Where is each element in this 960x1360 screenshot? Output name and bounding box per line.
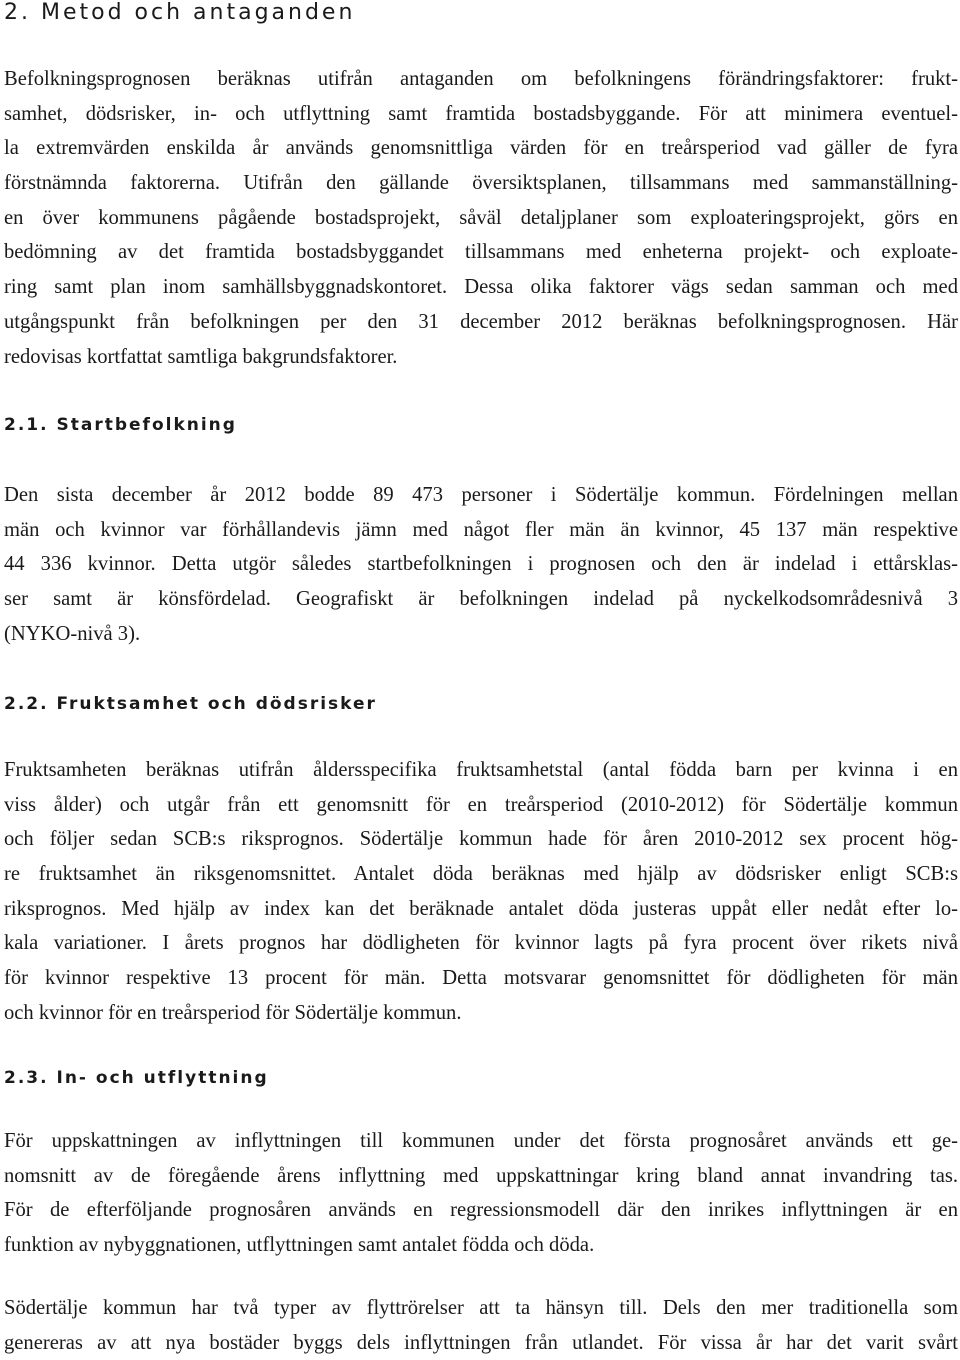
subsection-heading-startbefolkning: 2.1. Startbefolkning (4, 415, 237, 435)
subsection-heading-fruktsamhet: 2.2. Fruktsamhet och dödsrisker (4, 694, 377, 714)
text-line: För uppskattningen av inflyttningen till kommunen under det första prognosåret används ett ge- (4, 1130, 958, 1152)
text-line: ser samt är könsfördelad. Geografiskt är befolkningen indelad på nyckelkodsområdesnivå 3 (4, 588, 958, 611)
text-line: och kvinnor för en treårsperiod för Södertälje kommun. (4, 1001, 462, 1024)
text-line: 44 336 kvinnor. Detta utgör således startbefolkningen i prognosen och den är indelad i ettårsklas- (4, 553, 958, 576)
text-line: män och kvinnor var förhållandevis jämn med något fler män än kvinnor, 45 137 män respektive (4, 518, 958, 541)
text-line: Den sista december år 2012 bodde 89 473 personer i Södertälje kommun. Fördelningen mellan (4, 484, 958, 506)
text-line: en över kommunens pågående bostadsprojekt, såväl detaljplaner som exploateringsprojekt, görs en (4, 206, 958, 229)
text-line: förstnämnda faktorerna. Utifrån den gällande översiktsplanen, tillsammans med sammanställning- (4, 172, 958, 195)
text-line: ring samt plan inom samhällsbyggnadskontoret. Dessa olika faktorer vägs sedan samman och med (4, 276, 958, 299)
flyttning-paragraph-2 (4, 1291, 958, 1360)
text-line: la extremvärden enskilda år används genomsnittliga värden för en treårsperiod vad gäller de fyra (4, 137, 958, 160)
intro-paragraph (4, 62, 958, 374)
text-line: riksprognos. Med hjälp av index kan det beräknade antalet döda justeras uppåt eller nedåt efter lo- (4, 897, 958, 920)
text-line: Befolkningsprognosen beräknas utifrån antaganden om befolkningens förändringsfaktorer: frukt- (4, 68, 958, 90)
text-line: samhet, dödsrisker, in- och utflyttning samt framtida bostadsbyggande. För att minimera eventuel- (4, 102, 958, 125)
subsection-heading-flyttning: 2.3. In- och utflyttning (4, 1068, 269, 1088)
startbefolkning-paragraph (4, 478, 958, 651)
flyttning-paragraph (4, 1124, 958, 1263)
text-line: För de efterföljande prognosåren används en regressionsmodell där den inrikes inflyttningen är en (4, 1199, 958, 1222)
text-line: bedömning av det framtida bostadsbyggandet tillsammans med enheterna projekt- och exploate- (4, 241, 958, 264)
text-line: utgångspunkt från befolkningen per den 31 december 2012 beräknas befolkningsprognosen. Här (4, 310, 958, 333)
text-line: genereras av att nya bostäder byggs dels inflyttningen från utlandet. För vissa år har det varit svårt (4, 1331, 958, 1354)
text-line: redovisas kortfattat samtliga bakgrundsfaktorer. (4, 345, 398, 368)
section-heading: 2. Metod och antaganden (4, 0, 356, 25)
text-line: funktion av nybyggnationen, utflyttningen samt antalet födda och döda. (4, 1234, 595, 1257)
text-line: re fruktsamhet än riksgenomsnittet. Antalet döda beräknas med hjälp av dödsrisker enligt SCB:s (4, 863, 958, 886)
text-line: viss ålder) och utgår från ett genomsnitt för en treårsperiod (2010-2012) för Södertälje kommun (4, 793, 958, 816)
text-line: Södertälje kommun har två typer av flyttrörelser att ta hänsyn till. Dels den mer traditionella som (4, 1297, 958, 1319)
text-line: (NYKO-nivå 3). (4, 622, 141, 645)
text-line: nomsnitt av de föregående årens inflyttning med uppskattningar kring bland annat invandring tas. (4, 1164, 958, 1187)
text-line: och följer sedan SCB:s riksprognos. Södertälje kommun hade för åren 2010-2012 sex procent hög- (4, 828, 958, 851)
text-line: för kvinnor respektive 13 procent för män. Detta motsvarar genomsnittet för dödligheten för män (4, 967, 958, 990)
fruktsamhet-paragraph (4, 753, 958, 1031)
text-line: kala variationer. I årets prognos har dödligheten för kvinnor lagts på fyra procent över rikets nivå (4, 932, 958, 955)
text-line: Fruktsamheten beräknas utifrån åldersspecifika fruktsamhetstal (antal födda barn per kvinna i en (4, 759, 958, 781)
